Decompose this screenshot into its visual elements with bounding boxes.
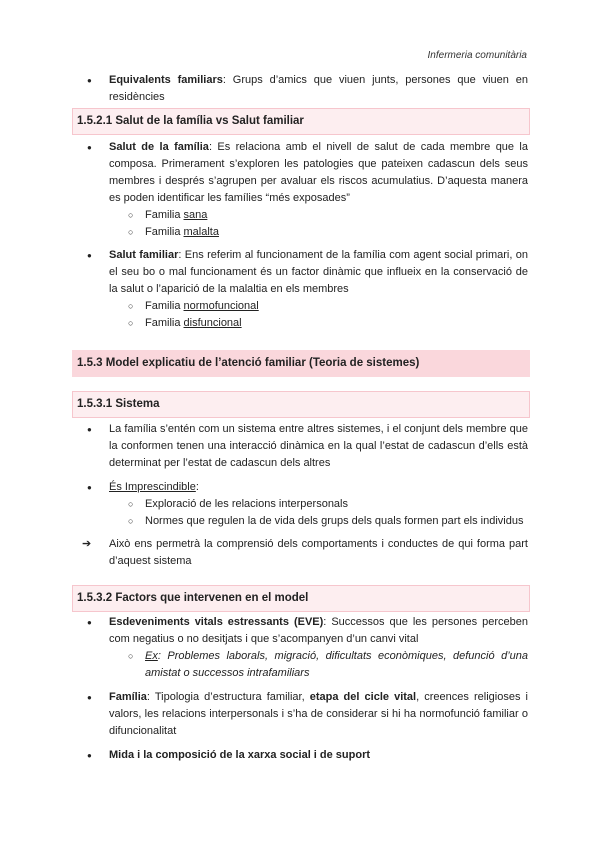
sub-item: ○ Familia disfuncional [72,315,528,332]
salut-familia-section [72,139,528,241]
heading-1-5-3-2: 1.5.3.2 Factors que intervenen en el model [72,585,530,612]
sub-item: ○ Ex: Problemes laborals, migració, dificultats econòmiques, defunció d’una amistat o successos intrafamiliars [72,648,528,682]
bullet: ● La família s’entén com un sistema entre altres sistemes, i el conjunt dels membre que la conformen tenen una interacció dinàmica en la qual l’estat de cadascun d’ells està determinat per l’estat de cadascun dels altres [72,421,528,472]
equivalents-bullet [72,72,528,106]
factors-section: ● Esdeveniments vitals estressants (EVE): Successos que les persones perceben com negatius o no desitjats i que s’acompanyen d’un canvi vital ○ Ex: Problemes laborals, migració, dificultats econòmiques, defunció d’una amistat o successos intrafamiliars ● Família: Tipologia d’estructura familiar, etapa del cicle vital, creences religioses i valors, les relacions interpersonals i s’ha de considerar si hi ha normofunció familiar o difuncionalitat ● Mida i la composició de la xarxa social i de suport [72,614,528,764]
arrow-item: ➔ Això ens permetrà la comprensió dels comportaments i conductes de qui forma part d’aquest sistema [72,536,528,570]
definition: : Es relaciona amb el nivell de salut de cada membre que la composa. Primerament s’exploren les patologies que pateixen cadascun dels seus membres i després s’agrupen per avaluar els riscos acumulatius. D’aquesta manera es poden identificar les famílies “més exposades” [109,141,528,204]
term: Salut familiar [109,249,179,261]
sub-item: ○ Familia normofuncional [72,298,528,315]
term: Equivalents familiars [109,74,223,86]
heading-1-5-3-1: 1.5.3.1 Sistema [72,391,530,418]
heading-1-5-3: 1.5.3 Model explicatiu de l’atenció familiar (Teoria de sistemes) [72,350,530,377]
sistema-section [72,421,528,570]
definition: : Grups d’amics que viuen junts, persones que viuen en residències [109,74,528,103]
sub-item: ○ Normes que regulen la de vida dels grups dels quals formen part els individus [72,513,528,530]
term: Salut de la família [109,141,209,153]
sub-item: ○ Exploració de les relacions interpersonals [72,496,528,513]
sub-item: ○ Familia sana [72,207,528,224]
running-header: Infermeria comunitària [427,50,527,61]
salut-familiar-section [72,247,528,332]
sub-item: ○ Familia malalta [72,224,528,241]
heading-1-5-2-1: 1.5.2.1 Salut de la família vs Salut familiar [72,108,530,135]
definition: : Ens referim al funcionament de la família com agent social primari, on el seu bo o mal funcionament és un factor dinàmic que influeix en la conservació de la salut o l’aparició de la malaltia en els membres [109,249,529,295]
bullet: ● És Imprescindible: [72,479,528,496]
